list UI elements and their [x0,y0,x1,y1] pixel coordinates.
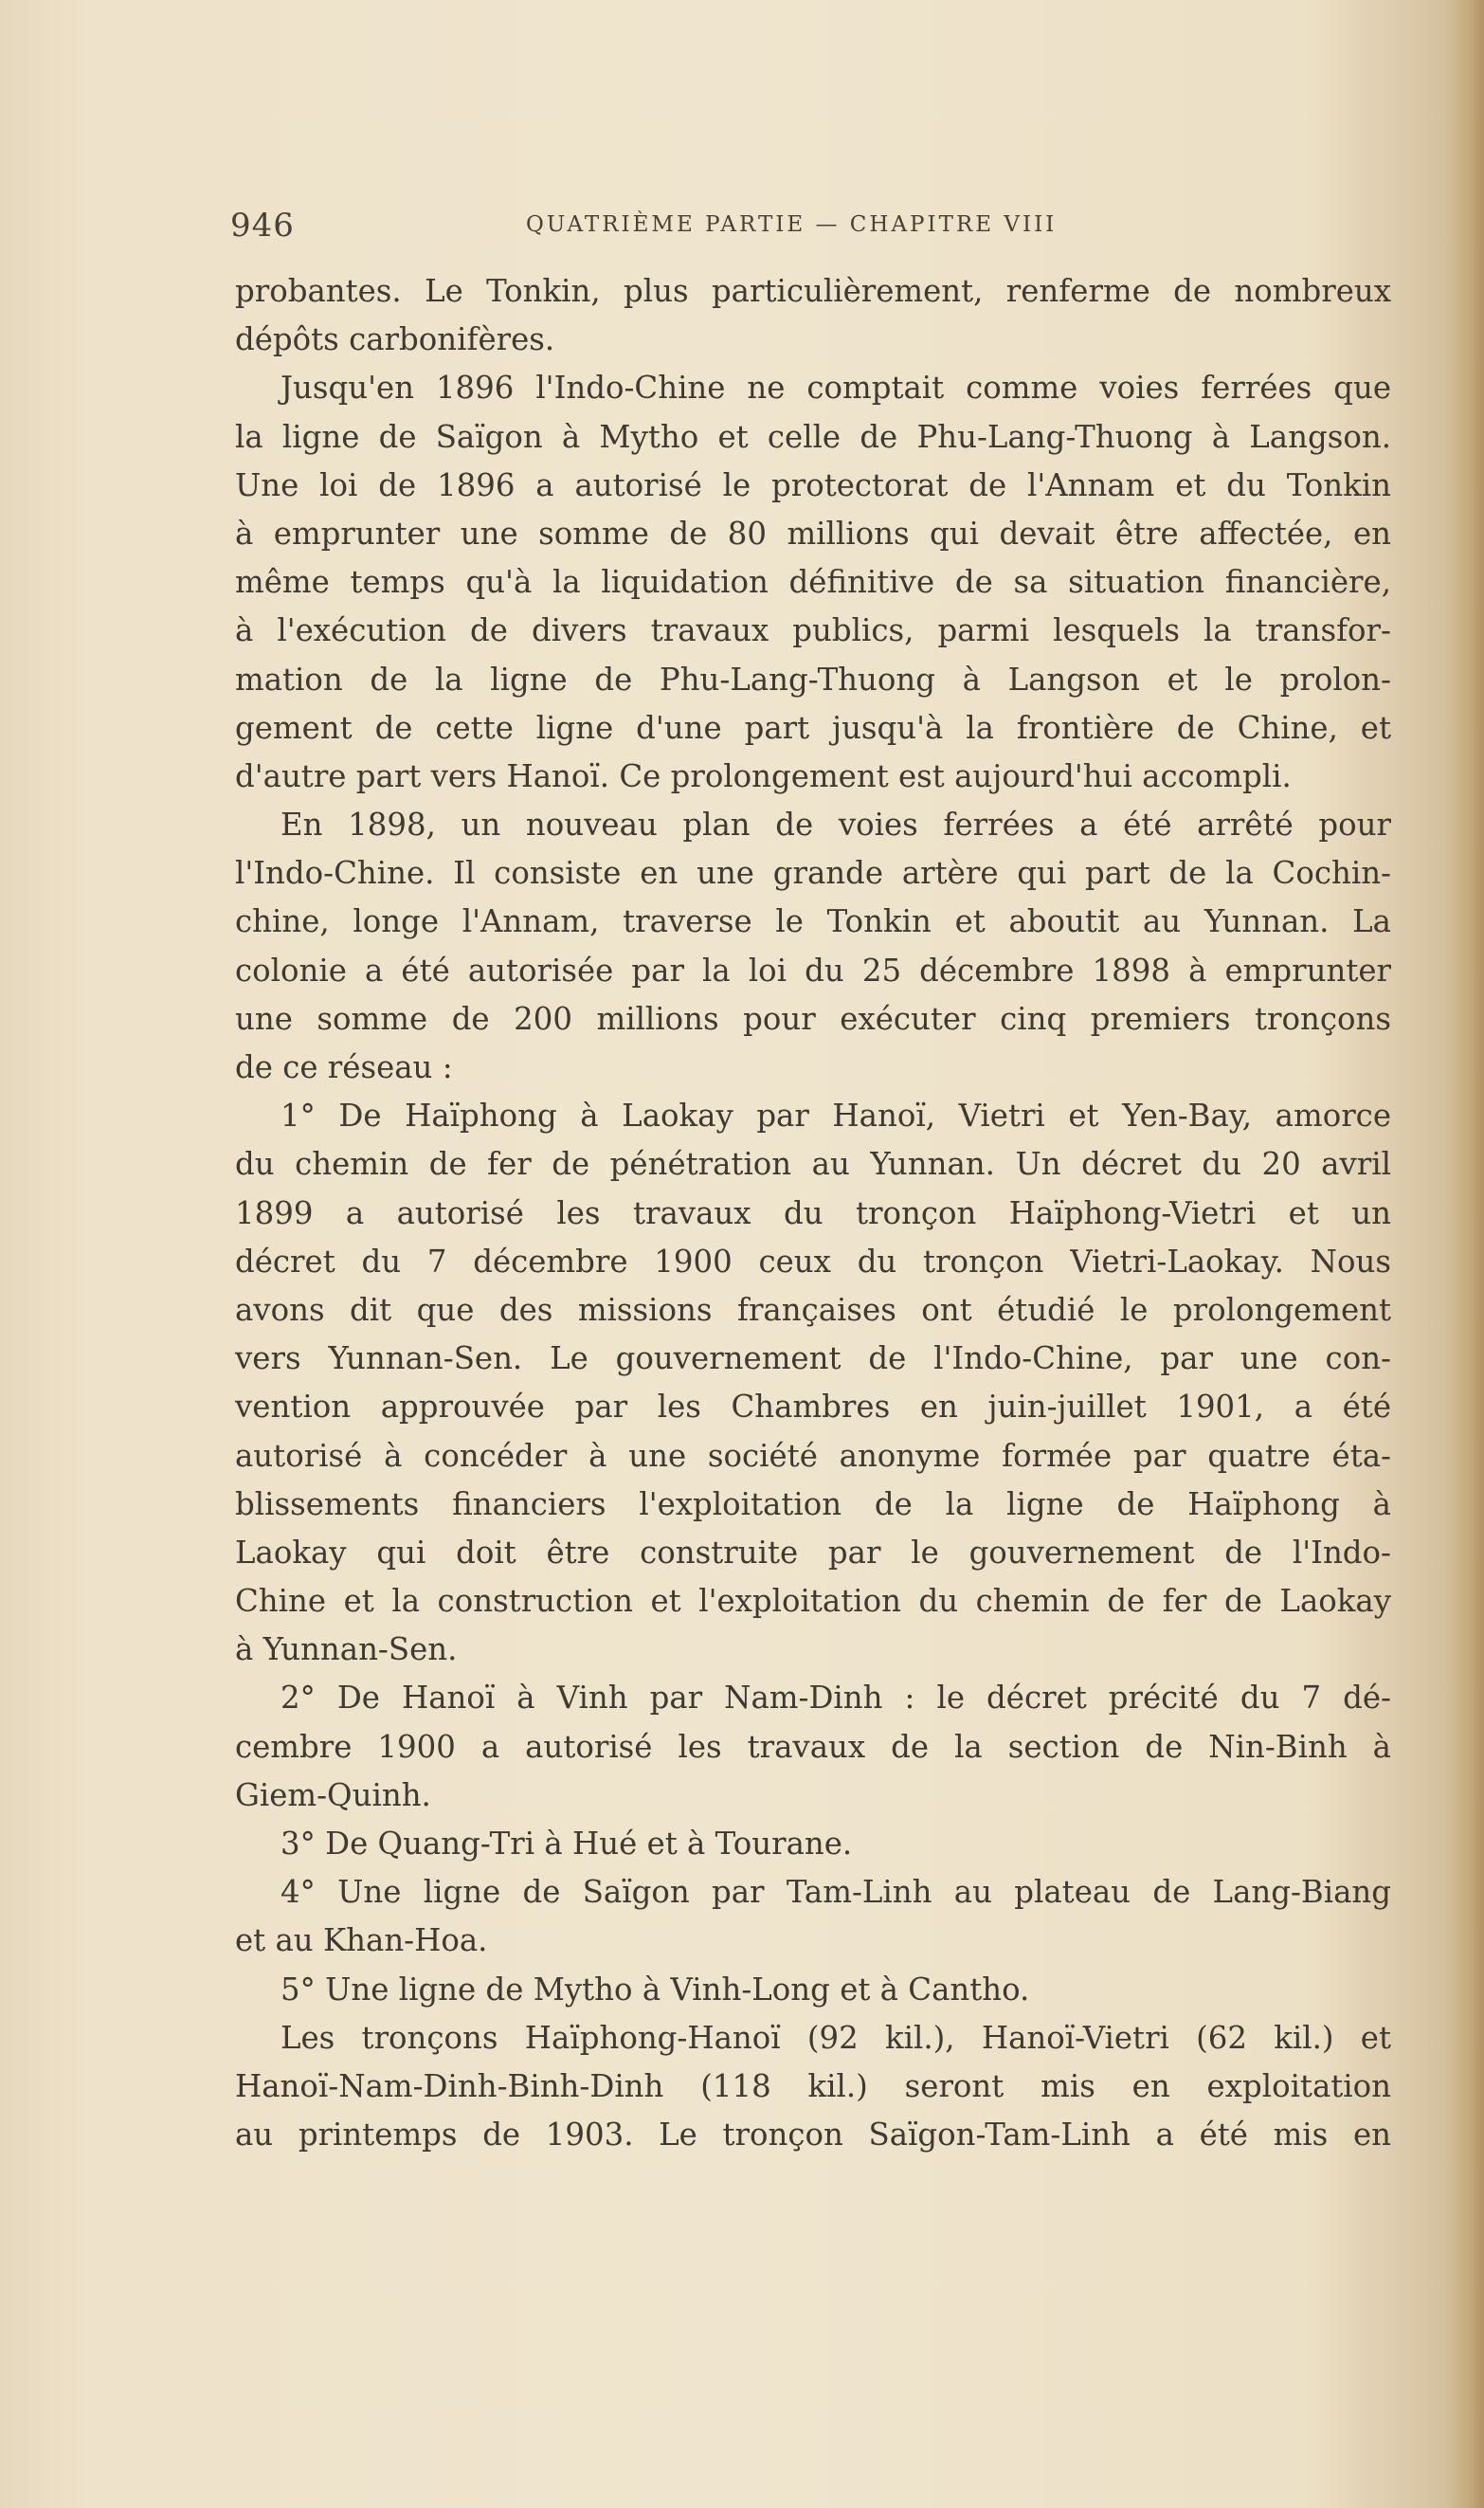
text-line: 5° Une ligne de Mytho à Vinh-Long et à Cantho. [281,1971,1030,2008]
text-line: Hanoï-Nam-Dinh-Binh-Dinh (118 kil.) seront mis en exploitation [235,2067,1391,2104]
text-line: Jusqu'en 1896 l'Indo-Chine ne comptait comme voies ferrées que [281,370,1391,407]
text-line: même temps qu'à la liquidation définitive de sa situation financière, [235,564,1391,601]
text-line: du chemin de fer de pénétration au Yunnan. Un décret du 20 avril [235,1146,1391,1183]
text-line: gement de cette ligne d'une part jusqu'à la frontière de Chine, et [235,709,1391,746]
text-line: la ligne de Saïgon à Mytho et celle de Phu-Lang-Thuong à Langson. [235,418,1391,455]
running-head-title: QUATRIÈME PARTIE — CHAPITRE VIII [526,212,1058,237]
text-line: dépôts carbonifères. [235,321,555,358]
text-line: autorisé à concéder à une société anonyme formée par quatre éta- [235,1437,1391,1474]
text-line: d'autre part vers Hanoï. Ce prolongement est aujourd'hui accompli. [235,757,1292,794]
text-line: décret du 7 décembre 1900 ceux du tronçon Vietri-Laokay. Nous [235,1243,1391,1280]
text-line: avons dit que des missions françaises ont étudié le prolongement [235,1291,1391,1328]
text-line: au printemps de 1903. Le tronçon Saïgon-Tam-Linh a été mis en [235,2117,1391,2154]
text-line: 1899 a autorisé les travaux du tronçon Haïphong-Vietri et un [235,1194,1391,1231]
text-line: à l'exécution de divers travaux publics, parmi lesquels la transfor- [235,612,1391,649]
text-line: vention approuvée par les Chambres en juin-juillet 1901, a été [235,1389,1391,1426]
text-line: 2° De Hanoï à Vinh par Nam-Dinh : le décret précité du 7 dé- [281,1680,1391,1717]
text-line: une somme de 200 millions pour exécuter cinq premiers tronçons [235,1000,1391,1037]
body-text [235,267,1391,2159]
text-line: 4° Une ligne de Saïgon par Tam-Linh au plateau de Lang-Biang [281,1874,1391,1911]
text-line: 3° De Quang-Tri à Hué et à Tourane. [281,1826,853,1862]
text-line: Chine et la construction et l'exploitation du chemin de fer de Laokay [235,1583,1391,1620]
text-line: et au Khan-Hoa. [235,1922,488,1959]
text-line: Giem-Quinh. [235,1776,431,1813]
running-head [230,207,1178,254]
text-line: de ce réseau : [235,1049,453,1085]
text-line: à emprunter une somme de 80 millions qui devait être affectée, en [235,515,1391,552]
text-line: 1° De Haïphong à Laokay par Hanoï, Vietri et Yen-Bay, amorce [281,1098,1391,1135]
text-line: cembre 1900 a autorisé les travaux de la section de Nin-Binh à [235,1728,1391,1765]
text-line: Laokay qui doit être construite par le gouvernement de l'Indo- [235,1534,1391,1571]
text-line: colonie a été autorisée par la loi du 25 décembre 1898 à emprunter [235,952,1391,989]
text-line: vers Yunnan-Sen. Le gouvernement de l'Indo-Chine, par une con- [235,1340,1391,1377]
text-line: Les tronçons Haïphong-Hanoï (92 kil.), Hanoï-Vietri (62 kil.) et [281,2019,1391,2056]
text-line: chine, longe l'Annam, traverse le Tonkin et aboutit au Yunnan. La [235,903,1391,940]
text-line: probantes. Le Tonkin, plus particulièrement, renferme de nombreux [235,273,1391,309]
page-number: 946 [230,207,295,245]
text-line: blissements financiers l'exploitation de la ligne de Haïphong à [235,1485,1391,1522]
text-line: à Yunnan-Sen. [235,1631,458,1668]
text-line: l'Indo-Chine. Il consiste en une grande artère qui part de la Cochin- [235,855,1391,892]
text-line: En 1898, un nouveau plan de voies ferrées a été arrêté pour [281,807,1391,844]
text-line: mation de la ligne de Phu-Lang-Thuong à Langson et le prolon- [235,661,1391,698]
page-edge-shadow [1446,0,1484,2508]
text-line: Une loi de 1896 a autorisé le protectorat de l'Annam et du Tonkin [235,466,1391,503]
